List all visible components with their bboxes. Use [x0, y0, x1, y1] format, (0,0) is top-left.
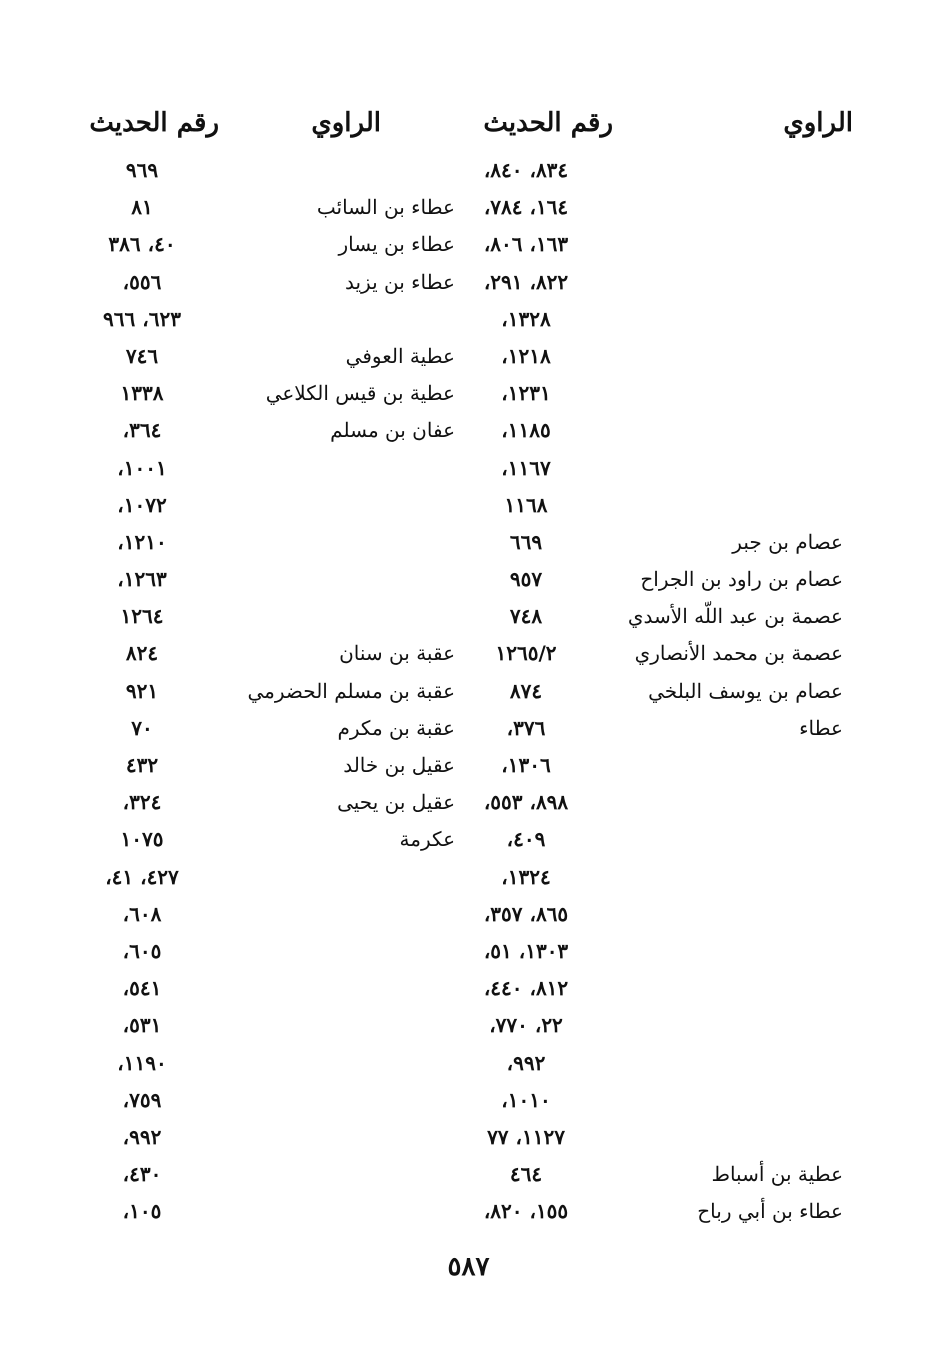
- hadith-number-right-cell: ١٣٠٦،: [501, 753, 551, 777]
- hadith-number-left-cell: ١٣٣٨: [120, 381, 164, 406]
- hadith-number-right-cell: ١٦٣، ٨٠٦،: [483, 232, 569, 257]
- hadith-number-right-cell: ٨٦٥، ٣٥٧،: [483, 901, 569, 926]
- hadith-number-left-cell: ١٠٧٢،: [117, 492, 167, 517]
- table-row: [0, 747, 937, 784]
- narrator-right-cell: عطية بن أسباط: [711, 1162, 843, 1187]
- hadith-number-left-cell: ١٠٧٥: [120, 827, 164, 852]
- hadith-number-left-cell: ٣٦٤،: [122, 418, 162, 443]
- header-narrator-right: الراوي: [783, 108, 853, 138]
- table-row: [0, 933, 937, 970]
- table-row: [0, 859, 937, 896]
- table-row: [0, 710, 937, 747]
- hadith-number-right-cell: ٩٩٢،: [506, 1050, 546, 1075]
- table-row: [0, 1045, 937, 1082]
- hadith-number-left-cell: ٥٥٦،: [122, 269, 162, 294]
- hadith-number-left-cell: ٤٣٠،: [122, 1162, 162, 1187]
- narrator-left-cell: عطية العوفي: [345, 343, 455, 368]
- hadith-number-right-cell: ١١٨٥،: [501, 418, 551, 443]
- hadith-number-right-cell: ١١٢٧، ٧٧: [487, 1124, 565, 1149]
- narrator-right-cell: عصام بن راود بن الجراح: [640, 567, 843, 592]
- table-row: [0, 784, 937, 821]
- hadith-number-left-cell: ٣٢٤،: [122, 790, 162, 815]
- hadith-number-right-cell: ١٣٢٨،: [501, 306, 551, 331]
- table-row: [0, 152, 937, 189]
- table-row: [0, 226, 937, 263]
- narrator-right-cell: عطاء بن أبي رباح: [697, 1199, 843, 1224]
- table-row: [0, 635, 937, 672]
- hadith-number-left-cell: ٨٢٤: [125, 641, 159, 666]
- table-row: [0, 1193, 937, 1230]
- table-row: [0, 970, 937, 1007]
- header-number-left: رقم الحديث: [89, 108, 219, 138]
- narrator-left-cell: عقيل بن خالد: [343, 753, 455, 777]
- hadith-number-left-cell: ٧٤٦: [125, 343, 159, 368]
- hadith-number-left-cell: ٤٢٧، ٤١،: [105, 864, 179, 889]
- hadith-number-right-cell: ١٥٥، ٨٢٠،: [483, 1199, 569, 1224]
- table-row: [0, 1007, 937, 1044]
- index-table: [0, 152, 937, 1230]
- hadith-number-left-cell: ١١٩٠،: [117, 1050, 167, 1075]
- hadith-number-left-cell: ١٢٦٣،: [117, 567, 167, 592]
- hadith-number-left-cell: ٤٠، ٣٨٦: [108, 232, 176, 257]
- hadith-number-left-cell: ١٢٦٤: [120, 604, 164, 629]
- narrator-right-cell: عصام بن يوسف البلخي: [648, 678, 843, 703]
- narrator-left-cell: عقبة بن سنان: [339, 641, 455, 666]
- hadith-number-right-cell: ١٦٤، ٧٨٤،: [483, 195, 569, 220]
- hadith-number-left-cell: ٥٣١،: [122, 1013, 162, 1038]
- hadith-number-left-cell: ٦٠٨،: [122, 901, 162, 926]
- narrator-left-cell: عطية بن قيس الكلاعي: [265, 381, 455, 406]
- hadith-number-left-cell: ١٢١٠،: [117, 529, 167, 554]
- table-row: [0, 1156, 937, 1193]
- table-row: [0, 1082, 937, 1119]
- table-row: [0, 524, 937, 561]
- table-row: [0, 896, 937, 933]
- hadith-number-right-cell: ٨٧٤: [509, 678, 543, 703]
- hadith-number-right-cell: ٤٦٤: [509, 1162, 543, 1187]
- hadith-number-left-cell: ٥٤١،: [122, 976, 162, 1001]
- narrator-right-cell: عطاء: [799, 715, 843, 740]
- hadith-number-right-cell: ٩٥٧: [509, 567, 543, 592]
- hadith-number-right-cell: ٧٤٨: [509, 604, 543, 629]
- hadith-number-right-cell: ١١٦٧،: [501, 455, 551, 480]
- hadith-number-right-cell: ٨٢٢، ٢٩١،: [483, 269, 569, 294]
- narrator-right-cell: عصمة بن محمد الأنصاري: [634, 641, 843, 666]
- hadith-number-left-cell: ٦٢٣، ٩٦٦: [103, 306, 181, 331]
- hadith-number-left-cell: ٨١: [131, 195, 153, 220]
- table-row: [0, 301, 937, 338]
- table-row: [0, 1119, 937, 1156]
- table-row: [0, 189, 937, 226]
- table-row: [0, 412, 937, 449]
- narrator-left-cell: عفان بن مسلم: [330, 418, 455, 443]
- hadith-number-right-cell: ١٢٦٥/٢: [495, 641, 557, 666]
- hadith-number-right-cell: ١١٦٨: [504, 492, 548, 517]
- hadith-number-right-cell: ٦٦٩: [509, 529, 543, 554]
- narrator-right-cell: عصمة بن عبد اللّه الأسدي: [627, 604, 843, 629]
- hadith-number-right-cell: ٢٢، ٧٧٠،: [489, 1013, 563, 1038]
- hadith-number-right-cell: ١٢٣١،: [501, 381, 551, 406]
- table-row: [0, 375, 937, 412]
- table-row: [0, 264, 937, 301]
- hadith-number-right-cell: ١٣٠٣، ٥١،: [483, 938, 569, 963]
- table-row: [0, 338, 937, 375]
- hadith-number-right-cell: ١٠١٠،: [501, 1087, 551, 1112]
- table-row: [0, 487, 937, 524]
- hadith-number-left-cell: ١٠٠١،: [117, 455, 167, 480]
- hadith-number-left-cell: ٩٦٩: [125, 158, 159, 182]
- narrator-left-cell: عقيل بن يحيى: [337, 790, 455, 815]
- header-narrator-left: الراوي: [311, 108, 381, 138]
- hadith-number-left-cell: ٧٠: [131, 715, 153, 740]
- hadith-number-right-cell: ٨٣٤، ٨٤٠،: [483, 158, 569, 182]
- hadith-number-right-cell: ١٣٢٤،: [501, 864, 551, 889]
- table-row: [0, 450, 937, 487]
- hadith-number-right-cell: ٨١٢، ٤٤٠،: [483, 976, 569, 1001]
- hadith-number-left-cell: ٧٥٩،: [122, 1087, 162, 1112]
- narrator-left-cell: عقبة بن مكرم: [337, 715, 455, 740]
- hadith-number-left-cell: ٩٩٢،: [122, 1124, 162, 1149]
- table-row: [0, 821, 937, 858]
- table-row: [0, 561, 937, 598]
- table-row: [0, 673, 937, 710]
- narrator-left-cell: عطاء بن يسار: [338, 232, 455, 257]
- narrator-right-cell: عصام بن جبر: [732, 529, 843, 554]
- hadith-number-left-cell: ١٠٥،: [122, 1199, 162, 1224]
- hadith-number-right-cell: ١٢١٨،: [501, 343, 551, 368]
- hadith-number-right-cell: ٤٠٩،: [506, 827, 546, 852]
- header-number-right: رقم الحديث: [483, 108, 613, 138]
- narrator-left-cell: عطاء بن السائب: [316, 195, 455, 220]
- page-number: ٥٨٧: [447, 1252, 490, 1282]
- hadith-number-left-cell: ٦٠٥،: [122, 938, 162, 963]
- narrator-left-cell: عكرمة: [399, 827, 455, 852]
- hadith-number-right-cell: ٣٧٦،: [506, 715, 546, 740]
- hadith-number-right-cell: ٨٩٨، ٥٥٣،: [483, 790, 569, 815]
- narrator-left-cell: عقبة بن مسلم الحضرمي: [247, 678, 455, 703]
- hadith-number-left-cell: ٤٣٢: [125, 753, 159, 777]
- narrator-left-cell: عطاء بن يزيد: [344, 269, 455, 294]
- hadith-number-left-cell: ٩٢١: [125, 678, 159, 703]
- table-row: [0, 598, 937, 635]
